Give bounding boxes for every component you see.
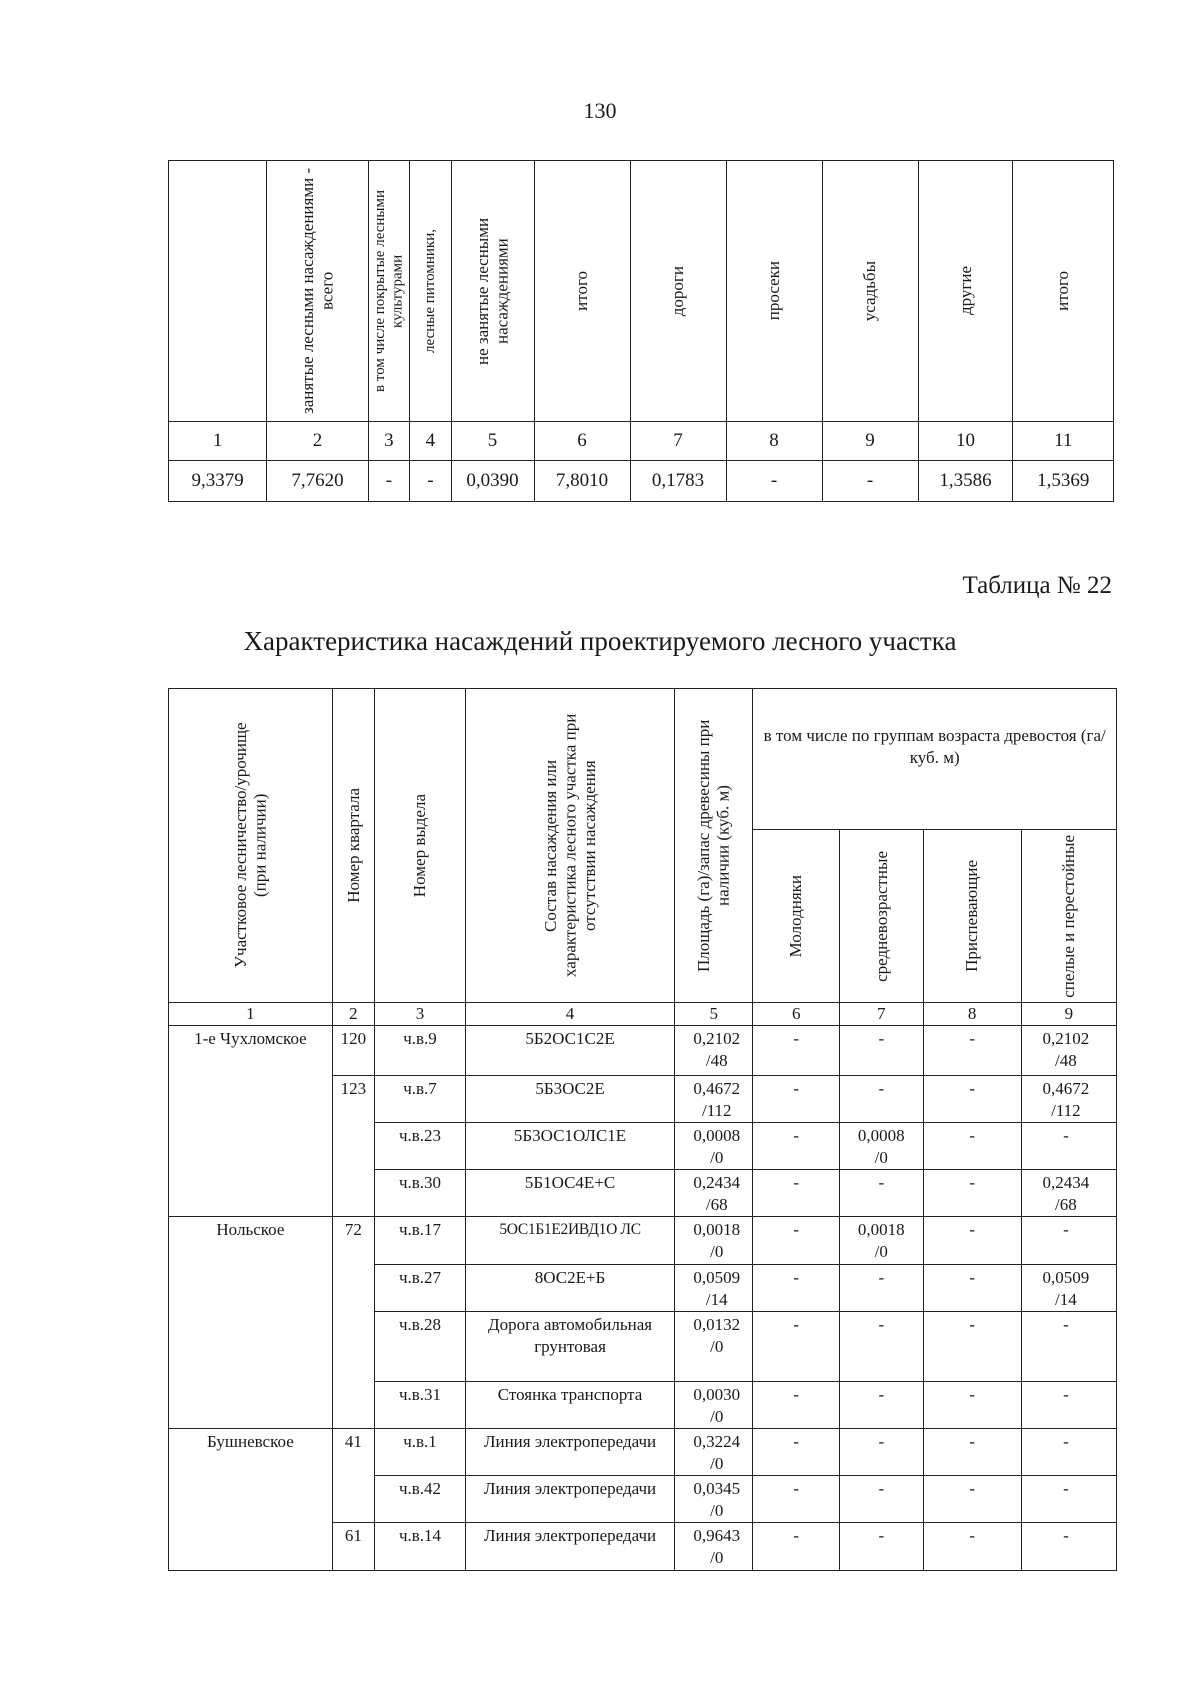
t1-cell: 7,8010	[534, 461, 630, 502]
page-number: 130	[583, 98, 617, 123]
t1-header-3: в том числе покрытые лесными культурами	[368, 161, 409, 422]
t2-middle-cell: 0,0018 /0	[840, 1217, 923, 1265]
t2-header-maturing: Приспевающие	[923, 830, 1021, 1003]
t2-area-cell: 0,9643 /0	[675, 1523, 753, 1571]
t2-vydel-cell: ч.в.28	[375, 1312, 466, 1382]
t2-composition-cell: 5ОС1Б1Е2ИВД1О ЛС	[465, 1217, 674, 1265]
t2-middle-cell: -	[840, 1523, 923, 1571]
t2-area-cell: 0,4672 /112	[675, 1076, 753, 1123]
t2-composition-cell: Линия электропередачи	[465, 1429, 674, 1476]
t2-vydel-cell: ч.в.31	[375, 1382, 466, 1429]
t2-header-young: Молодняки	[753, 830, 840, 1003]
t2-vydel-cell: ч.в.23	[375, 1123, 466, 1170]
t2-middle-cell: -	[840, 1076, 923, 1123]
t2-young-cell: -	[753, 1265, 840, 1312]
t2-middle-cell: -	[840, 1429, 923, 1476]
t2-area-cell: 0,0008 /0	[675, 1123, 753, 1170]
t1-colnum: 4	[410, 422, 451, 461]
t2-header-composition: Состав насаждения или характеристика лесного участка при отсутствии насаждения	[465, 689, 674, 1003]
land-category-table	[168, 160, 1114, 502]
t1-colnum: 2	[267, 422, 368, 461]
t2-area-cell: 0,0018 /0	[675, 1217, 753, 1265]
t2-middle-cell: -	[840, 1265, 923, 1312]
t2-area-cell: 0,3224 /0	[675, 1429, 753, 1476]
t2-mature-cell: 0,4672 /112	[1021, 1076, 1116, 1123]
t2-mature-cell: -	[1021, 1429, 1116, 1476]
t2-colnum: 1	[169, 1003, 333, 1026]
t2-composition-cell: 5Б3ОС1ОЛС1Е	[465, 1123, 674, 1170]
t2-mature-cell: 0,2102 /48	[1021, 1026, 1116, 1076]
t2-vydel-cell: ч.в.7	[375, 1076, 466, 1123]
t2-header-vydel: Номер выдела	[375, 689, 466, 1003]
t2-young-cell: -	[753, 1217, 840, 1265]
t1-header-4: лесные питомники,	[410, 161, 451, 422]
t2-young-cell: -	[753, 1476, 840, 1523]
t2-young-cell: -	[753, 1429, 840, 1476]
t2-mature-cell: 0,0509 /14	[1021, 1265, 1116, 1312]
t2-maturing-cell: -	[923, 1382, 1021, 1429]
t2-young-cell: -	[753, 1123, 840, 1170]
t2-quarter-cell: 41	[332, 1429, 374, 1523]
t1-header-8: просеки	[726, 161, 822, 422]
stand-characteristics-table	[168, 688, 1117, 1571]
t2-composition-cell: Дорога автомобильная грунтовая	[465, 1312, 674, 1382]
t2-mature-cell: -	[1021, 1217, 1116, 1265]
t2-maturing-cell: -	[923, 1170, 1021, 1217]
t1-header-1	[169, 161, 267, 422]
t2-maturing-cell: -	[923, 1312, 1021, 1382]
t1-header-9: усадьбы	[822, 161, 918, 422]
t2-forestry-cell: Бушневское	[169, 1429, 333, 1571]
t2-vydel-cell: ч.в.17	[375, 1217, 466, 1265]
t1-header-2: занятые лесными насаждениями - всего	[267, 161, 368, 422]
t2-vydel-cell: ч.в.9	[375, 1026, 466, 1076]
t2-composition-cell: Линия электропередачи	[465, 1523, 674, 1571]
t2-colnum: 6	[753, 1003, 840, 1026]
t1-colnum: 10	[918, 422, 1013, 461]
t2-middle-cell: 0,0008 /0	[840, 1123, 923, 1170]
t2-young-cell: -	[753, 1170, 840, 1217]
t1-colnum: 7	[630, 422, 726, 461]
t2-vydel-cell: ч.в.27	[375, 1265, 466, 1312]
t1-colnum: 9	[822, 422, 918, 461]
t2-colnum: 4	[465, 1003, 674, 1026]
t2-header-middle-aged: средневозрастные	[840, 830, 923, 1003]
t2-colnum: 2	[332, 1003, 374, 1026]
t2-area-cell: 0,2102 /48	[675, 1026, 753, 1076]
t1-header-6: итого	[534, 161, 630, 422]
t2-quarter-cell: 61	[332, 1523, 374, 1571]
t2-composition-cell: 8ОС2Е+Б	[465, 1265, 674, 1312]
t2-colnum: 5	[675, 1003, 753, 1026]
t1-colnum: 11	[1013, 422, 1114, 461]
t2-colnum: 9	[1021, 1003, 1116, 1026]
t2-mature-cell: -	[1021, 1523, 1116, 1571]
t2-vydel-cell: ч.в.1	[375, 1429, 466, 1476]
t2-young-cell: -	[753, 1076, 840, 1123]
t2-mature-cell: -	[1021, 1476, 1116, 1523]
t2-quarter-cell: 120	[332, 1026, 374, 1076]
t2-middle-cell: -	[840, 1312, 923, 1382]
t2-composition-cell: 5Б2ОС1С2Е	[465, 1026, 674, 1076]
t2-mature-cell: -	[1021, 1123, 1116, 1170]
t1-colnum: 6	[534, 422, 630, 461]
t2-colnum: 7	[840, 1003, 923, 1026]
t1-colnum: 8	[726, 422, 822, 461]
t2-area-cell: 0,0030 /0	[675, 1382, 753, 1429]
t2-vydel-cell: ч.в.14	[375, 1523, 466, 1571]
t1-colnum: 5	[451, 422, 534, 461]
t2-maturing-cell: -	[923, 1217, 1021, 1265]
t1-cell: 1,3586	[918, 461, 1013, 502]
t1-cell: 0,1783	[630, 461, 726, 502]
t2-maturing-cell: -	[923, 1026, 1021, 1076]
t1-colnum: 1	[169, 422, 267, 461]
t2-header-forestry: Участковое лесничество/урочище (при наличии)	[169, 689, 333, 1003]
table-title: Характеристика насаждений проектируемого лесного участка	[243, 626, 957, 656]
t2-composition-cell: 5Б1ОС4Е+С	[465, 1170, 674, 1217]
t1-cell: 0,0390	[451, 461, 534, 502]
t2-young-cell: -	[753, 1312, 840, 1382]
t1-header-10: другие	[918, 161, 1013, 422]
t2-middle-cell: -	[840, 1382, 923, 1429]
t1-cell: -	[726, 461, 822, 502]
t2-mature-cell: 0,2434 /68	[1021, 1170, 1116, 1217]
t2-maturing-cell: -	[923, 1076, 1021, 1123]
t2-middle-cell: -	[840, 1476, 923, 1523]
t2-young-cell: -	[753, 1523, 840, 1571]
t2-composition-cell: 5Б3ОС2Е	[465, 1076, 674, 1123]
t2-header-area: Площадь (га)/запас древесины при наличии (куб. м)	[675, 689, 753, 1003]
t1-cell: -	[822, 461, 918, 502]
t2-quarter-cell: 123	[332, 1076, 374, 1217]
t2-maturing-cell: -	[923, 1123, 1021, 1170]
t2-forestry-cell: 1-е Чухломское	[169, 1026, 333, 1217]
t2-area-cell: 0,0132 /0	[675, 1312, 753, 1382]
t2-mature-cell: -	[1021, 1382, 1116, 1429]
t1-colnum: 3	[368, 422, 409, 461]
t2-area-cell: 0,0345 /0	[675, 1476, 753, 1523]
t1-cell: 1,5369	[1013, 461, 1114, 502]
t2-maturing-cell: -	[923, 1523, 1021, 1571]
t1-cell: -	[368, 461, 409, 502]
t2-vydel-cell: ч.в.30	[375, 1170, 466, 1217]
t2-young-cell: -	[753, 1026, 840, 1076]
t1-cell: -	[410, 461, 451, 502]
table-number: Таблица № 22	[962, 572, 1112, 599]
t2-composition-cell: Стоянка транспорта	[465, 1382, 674, 1429]
t1-header-5: не занятые лесными насаждениями	[451, 161, 534, 422]
t2-young-cell: -	[753, 1382, 840, 1429]
t2-vydel-cell: ч.в.42	[375, 1476, 466, 1523]
t2-middle-cell: -	[840, 1026, 923, 1076]
t2-mature-cell: -	[1021, 1312, 1116, 1382]
t2-composition-cell: Линия электропередачи	[465, 1476, 674, 1523]
t2-colnum: 3	[375, 1003, 466, 1026]
t2-header-age-groups: в том числе по группам возраста древостоя (га/куб. м)	[753, 689, 1117, 830]
t2-maturing-cell: -	[923, 1429, 1021, 1476]
t2-forestry-cell: Нольское	[169, 1217, 333, 1429]
t1-header-7: дороги	[630, 161, 726, 422]
t2-header-mature: спелые и перестойные	[1021, 830, 1116, 1003]
t2-colnum: 8	[923, 1003, 1021, 1026]
t2-header-quarter: Номер квартала	[332, 689, 374, 1003]
t2-maturing-cell: -	[923, 1265, 1021, 1312]
t2-area-cell: 0,0509 /14	[675, 1265, 753, 1312]
t2-maturing-cell: -	[923, 1476, 1021, 1523]
t1-header-11: итого	[1013, 161, 1114, 422]
t2-middle-cell: -	[840, 1170, 923, 1217]
t1-cell: 7,7620	[267, 461, 368, 502]
t2-area-cell: 0,2434 /68	[675, 1170, 753, 1217]
t2-quarter-cell: 72	[332, 1217, 374, 1429]
t1-cell: 9,3379	[169, 461, 267, 502]
